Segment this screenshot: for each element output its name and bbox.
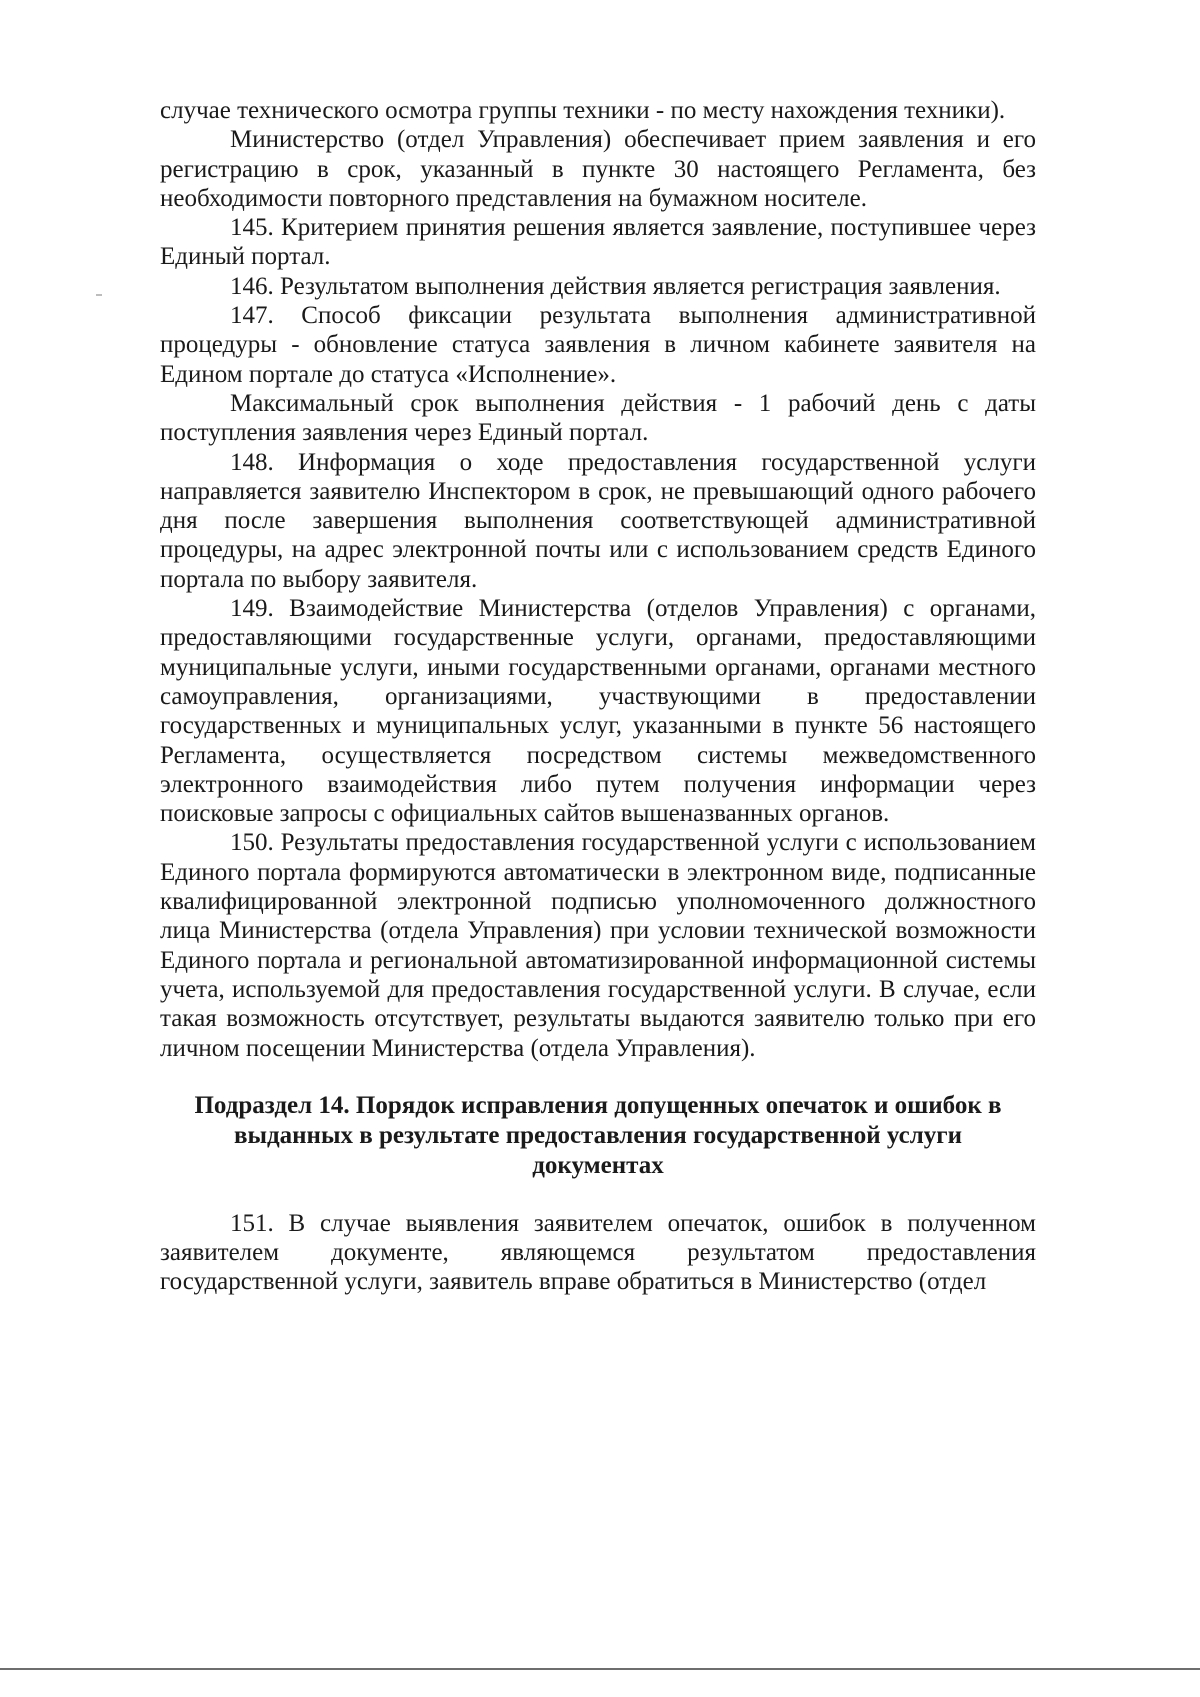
section-heading: [160, 1091, 1036, 1181]
section-heading-line: Подраздел 14. Порядок исправления допущенных опечаток и ошибок в: [194, 1091, 1002, 1119]
paragraph-148: 148. Информация о ходе предоставления государственной услуги направляется заявителю Инспектором в срок, не превышающий одного рабочего дня после завершения выполнения соответствующей административной процедуры, на адрес электронной почты или с использованием средств Единого портала по выбору заявителя.: [160, 448, 1036, 593]
paragraph-147: 147. Способ фиксации результата выполнения административной процедуры - обновление статуса заявления в личном кабинете заявителя на Едином портале до статуса «Исполнение».: [160, 302, 1036, 388]
scan-edge-line: [0, 1668, 1200, 1670]
paragraph: Министерство (отдел Управления) обеспечивает прием заявления и его регистрацию в срок, указанный в пункте 30 настоящего Регламента, без необходимости повторного представления на бумажном носителе.: [160, 126, 1036, 212]
section-heading-line: документах: [532, 1151, 664, 1179]
paragraph-149: 149. Взаимодействие Министерства (отделов Управления) с органами, предоставляющими государственные услуги, органами, предоставляющими муниципальные услуги, иными государственными органами, органами местного самоуправления, организациями, участвующими в предоставлении государственных и муниципальных услуг, указанными в пункте 56 настоящего Регламента, осуществляется посредством системы межведомственного электронного взаимодействия либо путем получения информации через поисковые запросы с официальных сайтов вышеназванных органов.: [160, 595, 1036, 828]
paragraph: Максимальный срок выполнения действия - 1 рабочий день с даты поступления заявления через Единый портал.: [160, 389, 1036, 447]
paragraph-151: 151. В случае выявления заявителем опечаток, ошибок в полученном заявителем документе, являющемся результатом предоставления государственной услуги, заявитель вправе обратиться в Министерство (отдел: [160, 1209, 1036, 1296]
document-page: [160, 96, 1036, 1297]
paragraph-150: 150. Результаты предоставления государственной услуги с использованием Единого портала формируются автоматически в электронном виде, подписанные квалифицированной электронной подписью уполномоченного должностного лица Министерства (отдела Управления) при условии технической возможности Единого портала и региональной автоматизированной информационной системы учета, используемой для предоставления государственной услуги. В случае, если такая возможность отсутствует, результаты выдаются заявителю только при его личном посещении Министерства (отдела Управления).: [160, 829, 1036, 1062]
paragraph-146: 146. Результатом выполнения действия является регистрация заявления.: [230, 272, 1001, 300]
section-heading-line: выданных в результате предоставления государственной услуги: [233, 1121, 963, 1149]
paragraph-145: 145. Критерием принятия решения является заявление, поступившее через Единый портал.: [160, 214, 1036, 271]
paragraph-continuation: случае технического осмотра группы техники - по месту нахождения техники).: [160, 97, 1006, 124]
scan-artifact: [96, 294, 102, 296]
